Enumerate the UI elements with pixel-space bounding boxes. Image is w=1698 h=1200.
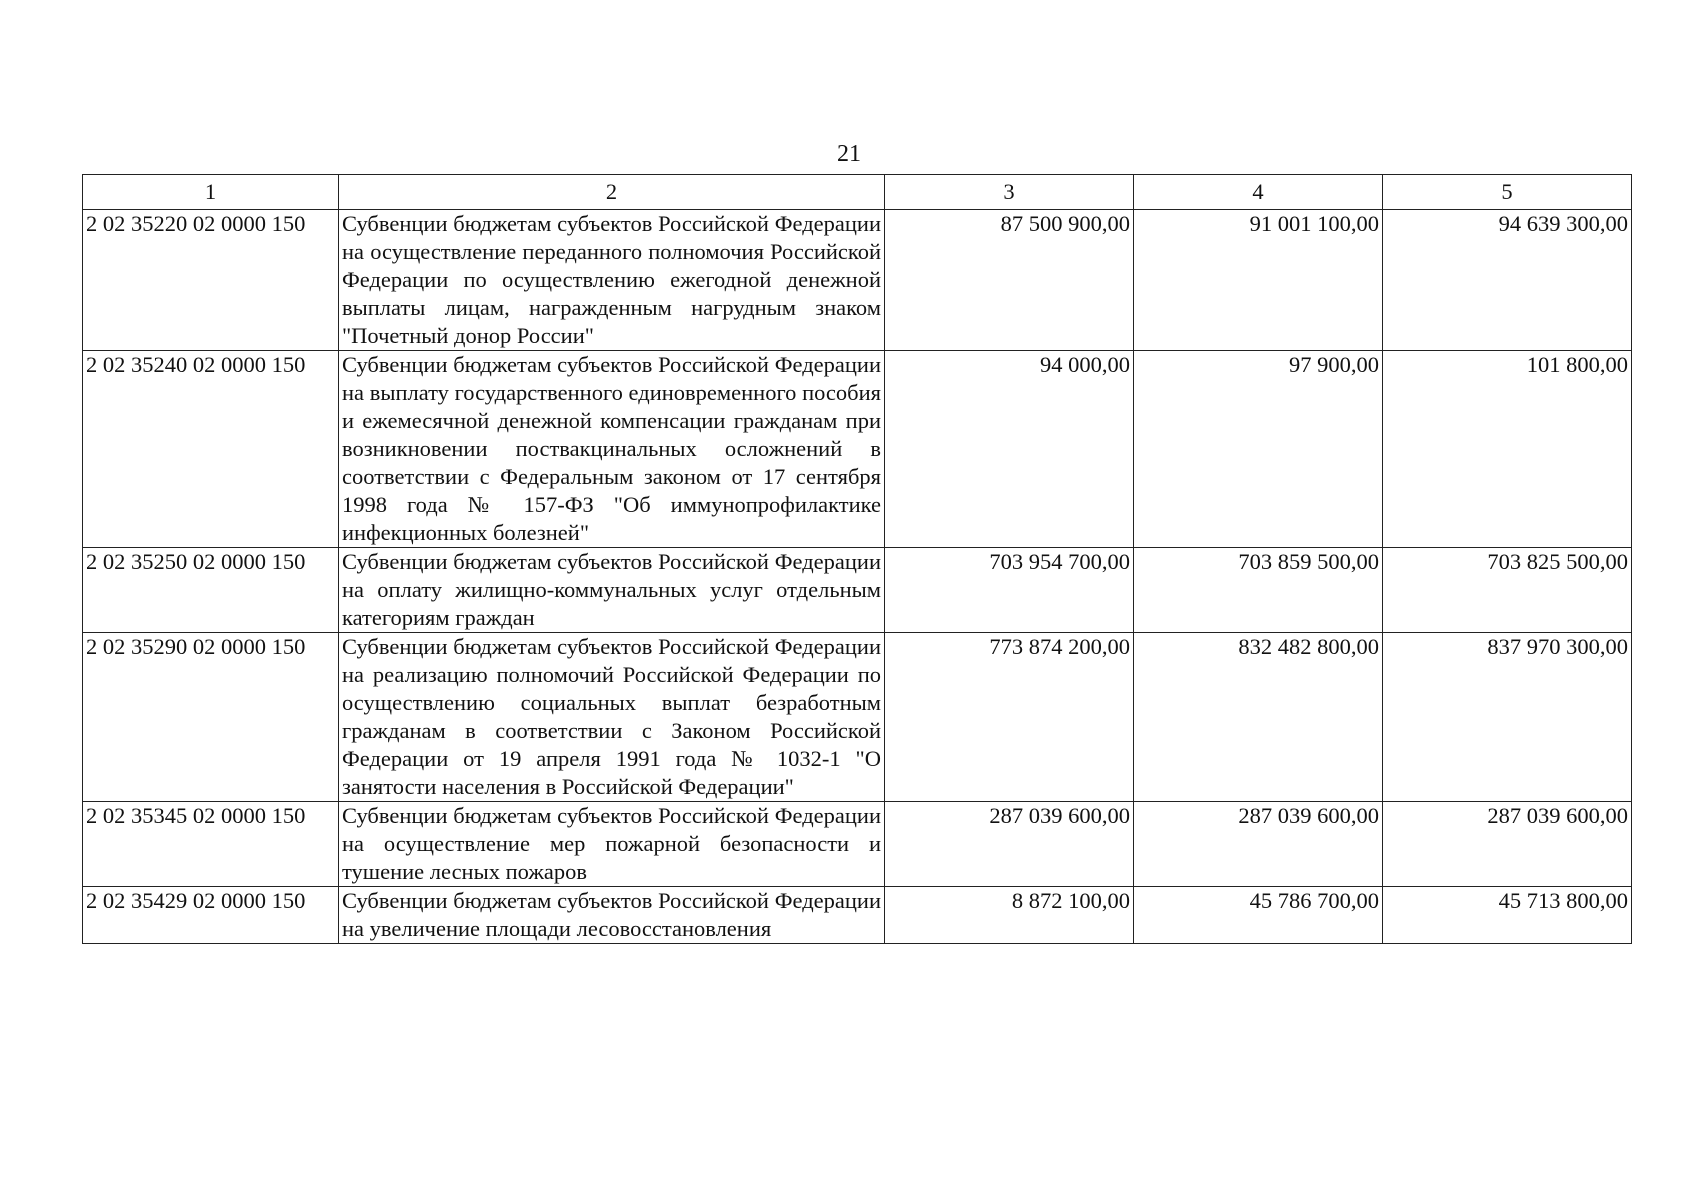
row-description: Субвенции бюджетам субъектов Российской Федерации на оплату жилищно-коммунальных услуг отдельным категориям граждан <box>339 548 885 633</box>
amount-col-4: 287 039 600,00 <box>1134 802 1383 887</box>
budget-table <box>82 174 1632 944</box>
amount-col-5: 703 825 500,00 <box>1383 548 1632 633</box>
amount-col-5: 837 970 300,00 <box>1383 633 1632 802</box>
amount-col-4: 832 482 800,00 <box>1134 633 1383 802</box>
table-row <box>83 548 1632 633</box>
column-header-3: 3 <box>885 175 1134 210</box>
column-header-2: 2 <box>339 175 885 210</box>
amount-col-3: 773 874 200,00 <box>885 633 1134 802</box>
header-row <box>83 175 1632 210</box>
row-description: Субвенции бюджетам субъектов Российской Федерации на осуществление мер пожарной безопасности и тушение лесных пожаров <box>339 802 885 887</box>
column-header-1: 1 <box>83 175 339 210</box>
table-row <box>83 633 1632 802</box>
table-row <box>83 887 1632 944</box>
amount-col-3: 87 500 900,00 <box>885 210 1134 351</box>
budget-code: 2 02 35220 02 0000 150 <box>83 210 339 351</box>
budget-code: 2 02 35250 02 0000 150 <box>83 548 339 633</box>
amount-col-5: 94 639 300,00 <box>1383 210 1632 351</box>
amount-col-4: 703 859 500,00 <box>1134 548 1383 633</box>
amount-col-5: 101 800,00 <box>1383 351 1632 548</box>
row-description: Субвенции бюджетам субъектов Российской Федерации на осуществление переданного полномочия Российской Федерации по осуществлению ежегодной денежной выплаты лицам, награжденным нагрудным знаком "Почетный донор России" <box>339 210 885 351</box>
row-description: Субвенции бюджетам субъектов Российской Федерации на увеличение площади лесовосстановления <box>339 887 885 944</box>
table-row <box>83 210 1632 351</box>
table-body <box>83 210 1632 944</box>
column-header-4: 4 <box>1134 175 1383 210</box>
budget-code: 2 02 35345 02 0000 150 <box>83 802 339 887</box>
table-row <box>83 351 1632 548</box>
amount-col-3: 287 039 600,00 <box>885 802 1134 887</box>
amount-col-4: 45 786 700,00 <box>1134 887 1383 944</box>
budget-code: 2 02 35290 02 0000 150 <box>83 633 339 802</box>
column-header-5: 5 <box>1383 175 1632 210</box>
amount-col-3: 8 872 100,00 <box>885 887 1134 944</box>
row-description: Субвенции бюджетам субъектов Российской Федерации на реализацию полномочий Российской Федерации по осуществлению социальных выплат безработным гражданам в соответствии с Законом Российской Федерации от 19 апреля 1991 года № 1032-1 "О занятости населения в Российской Федерации" <box>339 633 885 802</box>
table-header <box>83 175 1632 210</box>
amount-col-5: 45 713 800,00 <box>1383 887 1632 944</box>
amount-col-3: 703 954 700,00 <box>885 548 1134 633</box>
row-description: Субвенции бюджетам субъектов Российской Федерации на выплату государственного единовременного пособия и ежемесячной денежной компенсации гражданам при возникновении поствакцинальных осложнений в соответствии с Федеральным законом от 17 сентября 1998 года № 157-ФЗ "Об иммунопрофилактике инфекционных болезней" <box>339 351 885 548</box>
amount-col-5: 287 039 600,00 <box>1383 802 1632 887</box>
budget-code: 2 02 35240 02 0000 150 <box>83 351 339 548</box>
page-number: 21 <box>837 141 861 167</box>
amount-col-4: 91 001 100,00 <box>1134 210 1383 351</box>
amount-col-4: 97 900,00 <box>1134 351 1383 548</box>
table-row <box>83 802 1632 887</box>
budget-code: 2 02 35429 02 0000 150 <box>83 887 339 944</box>
amount-col-3: 94 000,00 <box>885 351 1134 548</box>
